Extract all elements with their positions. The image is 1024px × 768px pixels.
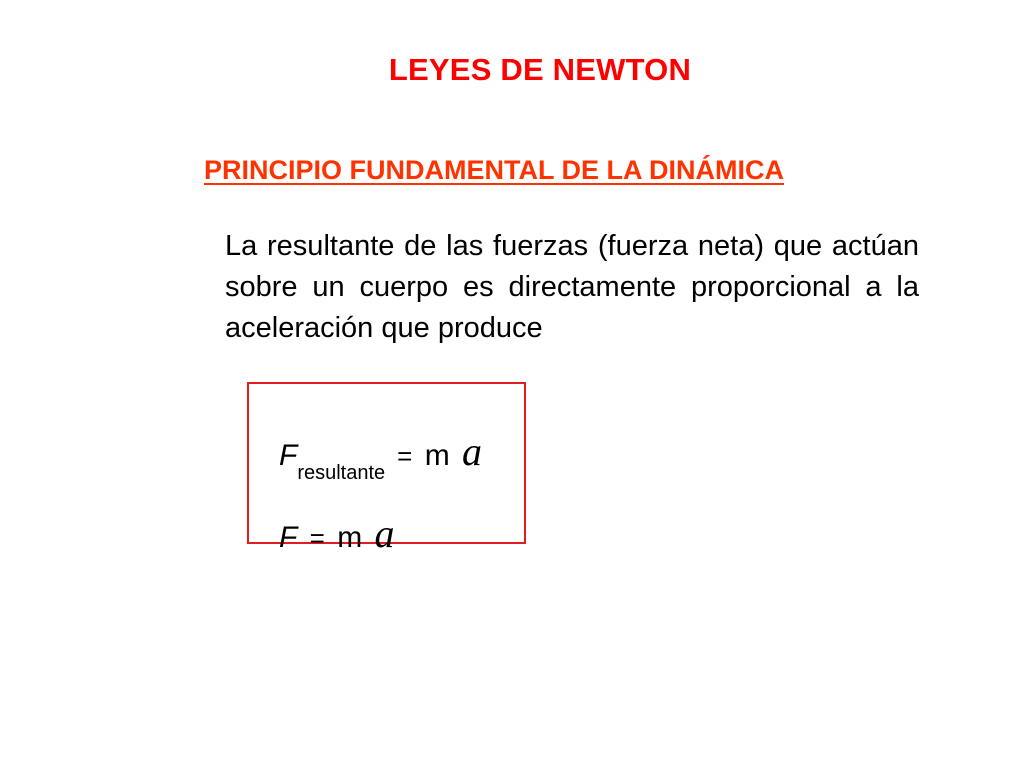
mass-symbol: m — [337, 521, 363, 554]
formula-short — [279, 511, 395, 556]
acceleration-symbol: a — [374, 511, 395, 556]
slide-title: LEYES DE NEWTON — [388, 52, 692, 87]
mass-symbol: m — [424, 439, 450, 472]
slide-subtitle: PRINCIPIO FUNDAMENTAL DE LA DINÁMICA — [204, 155, 784, 185]
acceleration-symbol: a — [462, 429, 483, 474]
force-symbol: F — [279, 439, 298, 472]
force-symbol: F — [279, 521, 298, 554]
equals-sign: = — [309, 523, 325, 553]
force-subscript: resultante — [297, 462, 386, 484]
formula-box — [247, 382, 526, 556]
formula-resultant — [279, 429, 483, 484]
definition-paragraph: La resultante de las fuerzas (fuerza neta) que actúan sobre un cuerpo es directamente proporcional a la aceleración que produce — [225, 230, 919, 344]
equals-sign: = — [397, 441, 413, 471]
